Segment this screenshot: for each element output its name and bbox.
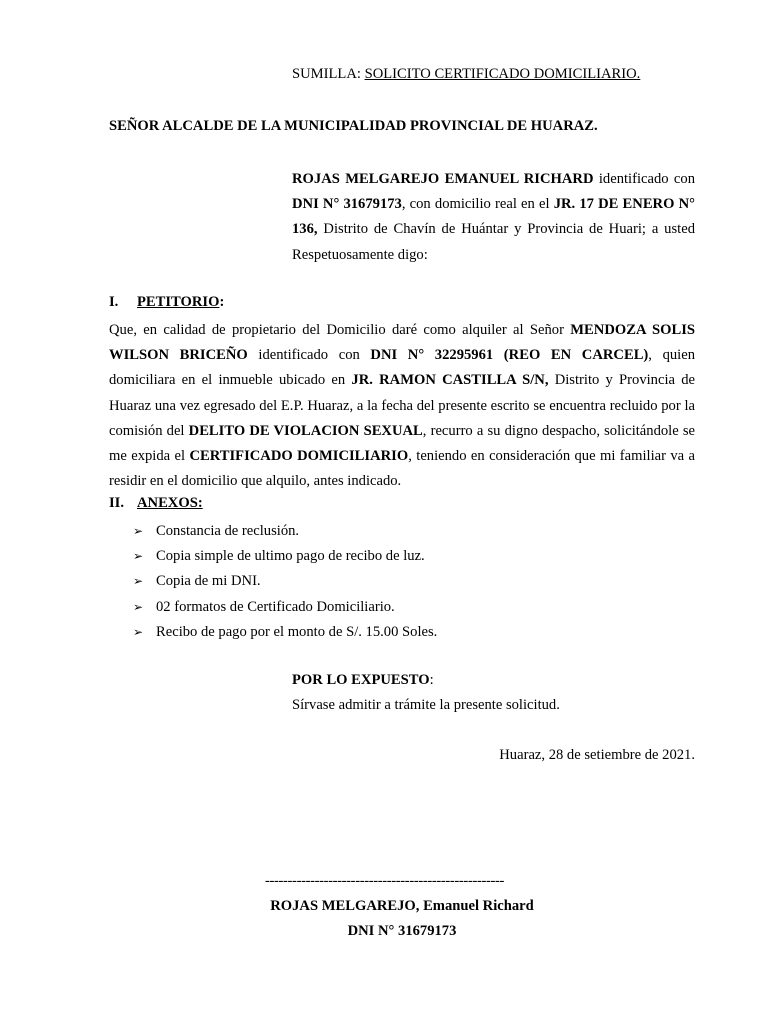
sumilla-label: SUMILLA: — [292, 66, 365, 82]
property-address: JR. RAMON CASTILLA S/N, — [351, 372, 549, 389]
anexos-heading — [109, 495, 203, 512]
arrow-bullet-icon: ➢ — [133, 549, 144, 564]
list-item — [133, 544, 437, 569]
section-number: II. — [109, 495, 125, 511]
list-item-text: Recibo de pago por el monto de S/. 15.00 Soles. — [156, 623, 438, 640]
arrow-bullet-icon: ➢ — [133, 599, 144, 614]
section-colon: : — [219, 294, 225, 310]
arrow-bullet-icon: ➢ — [133, 624, 144, 639]
list-item-text: 02 formatos de Certificado Domiciliario. — [156, 598, 395, 615]
crime-label: DELITO DE VIOLACION SEXUAL — [188, 422, 423, 439]
petitorio-text-5: , recurro a su digno despacho, solicitándole se me expida el — [109, 422, 696, 465]
expuesto-colon: : — [429, 672, 434, 688]
petitorio-text-1: Que, en calidad de propietario del Domicilio daré como alquiler al Señor — [109, 322, 571, 338]
arrow-bullet-icon: ➢ — [133, 574, 144, 589]
por-lo-expuesto — [292, 672, 434, 689]
addressee-line: SEÑOR ALCALDE DE LA MUNICIPALIDAD PROVINCIAL DE HUARAZ. — [109, 118, 598, 134]
signature-name: ROJAS MELGAREJO, Emanuel Richard — [270, 898, 534, 914]
section-title: ANEXOS: — [137, 495, 203, 511]
intro-paragraph — [292, 167, 695, 268]
expuesto-label: POR LO EXPUESTO — [292, 672, 430, 688]
list-item-text: Constancia de reclusión. — [156, 523, 300, 539]
petitorio-text-3: , quien domiciliara en el inmueble ubicado en — [109, 347, 695, 389]
petitorio-paragraph — [109, 318, 695, 494]
tenant-name: MENDOZA SOLIS WILSON BRICEÑO — [109, 322, 695, 364]
tenant-dni: DNI N° 32295961 (REO EN CARCEL) — [370, 347, 649, 364]
list-item — [133, 519, 437, 544]
intro-text-3: Distrito de Chavín de Huántar y Provincia de Huari; a usted Respetuosamente digo: — [292, 221, 695, 263]
list-item — [133, 620, 437, 645]
petitioner-dni: DNI N° 31679173 — [292, 196, 402, 213]
place-date: Huaraz, 28 de setiembre de 2021. — [499, 747, 695, 763]
intro-text-2: , con domicilio real en el — [401, 196, 554, 213]
petitorio-text-6: , teniendo en consideración que mi familiar va a residir en el domicilio que alquilo, antes indicado. — [109, 448, 695, 490]
arrow-bullet-icon: ➢ — [133, 524, 144, 538]
petitorio-heading — [109, 294, 224, 311]
list-item-text: Copia de mi DNI. — [156, 573, 261, 590]
petitioner-name: ROJAS MELGAREJO EMANUEL RICHARD — [292, 171, 594, 187]
sumilla-line — [292, 66, 640, 83]
list-item-text: Copia simple de ultimo pago de recibo de luz. — [156, 548, 425, 565]
petitorio-text-2: identificado con — [247, 347, 371, 364]
section-title: PETITORIO — [137, 294, 220, 310]
signature-dni: DNI N° 31679173 — [347, 923, 457, 939]
section-number: I. — [109, 294, 119, 310]
closing-request: Sírvase admitir a trámite la presente solicitud. — [292, 697, 560, 713]
intro-text-1: identificado con — [593, 171, 695, 187]
anexos-list — [133, 519, 437, 645]
list-item — [133, 595, 437, 620]
petitioner-address: JR. 17 DE ENERO N° 136, — [292, 196, 695, 238]
list-item — [133, 569, 437, 594]
petitorio-text-4: Distrito y Provincia de Huaraz una vez egresado del E.P. Huaraz, a la fecha del presente escrito se encuentra recluido por la comisión del — [109, 372, 695, 439]
sumilla-value: SOLICITO CERTIFICADO DOMICILIARIO. — [364, 66, 641, 82]
signature-line: ----------------------------------------------------- — [265, 873, 505, 889]
certificate-label: CERTIFICADO DOMICILIARIO — [189, 448, 409, 465]
